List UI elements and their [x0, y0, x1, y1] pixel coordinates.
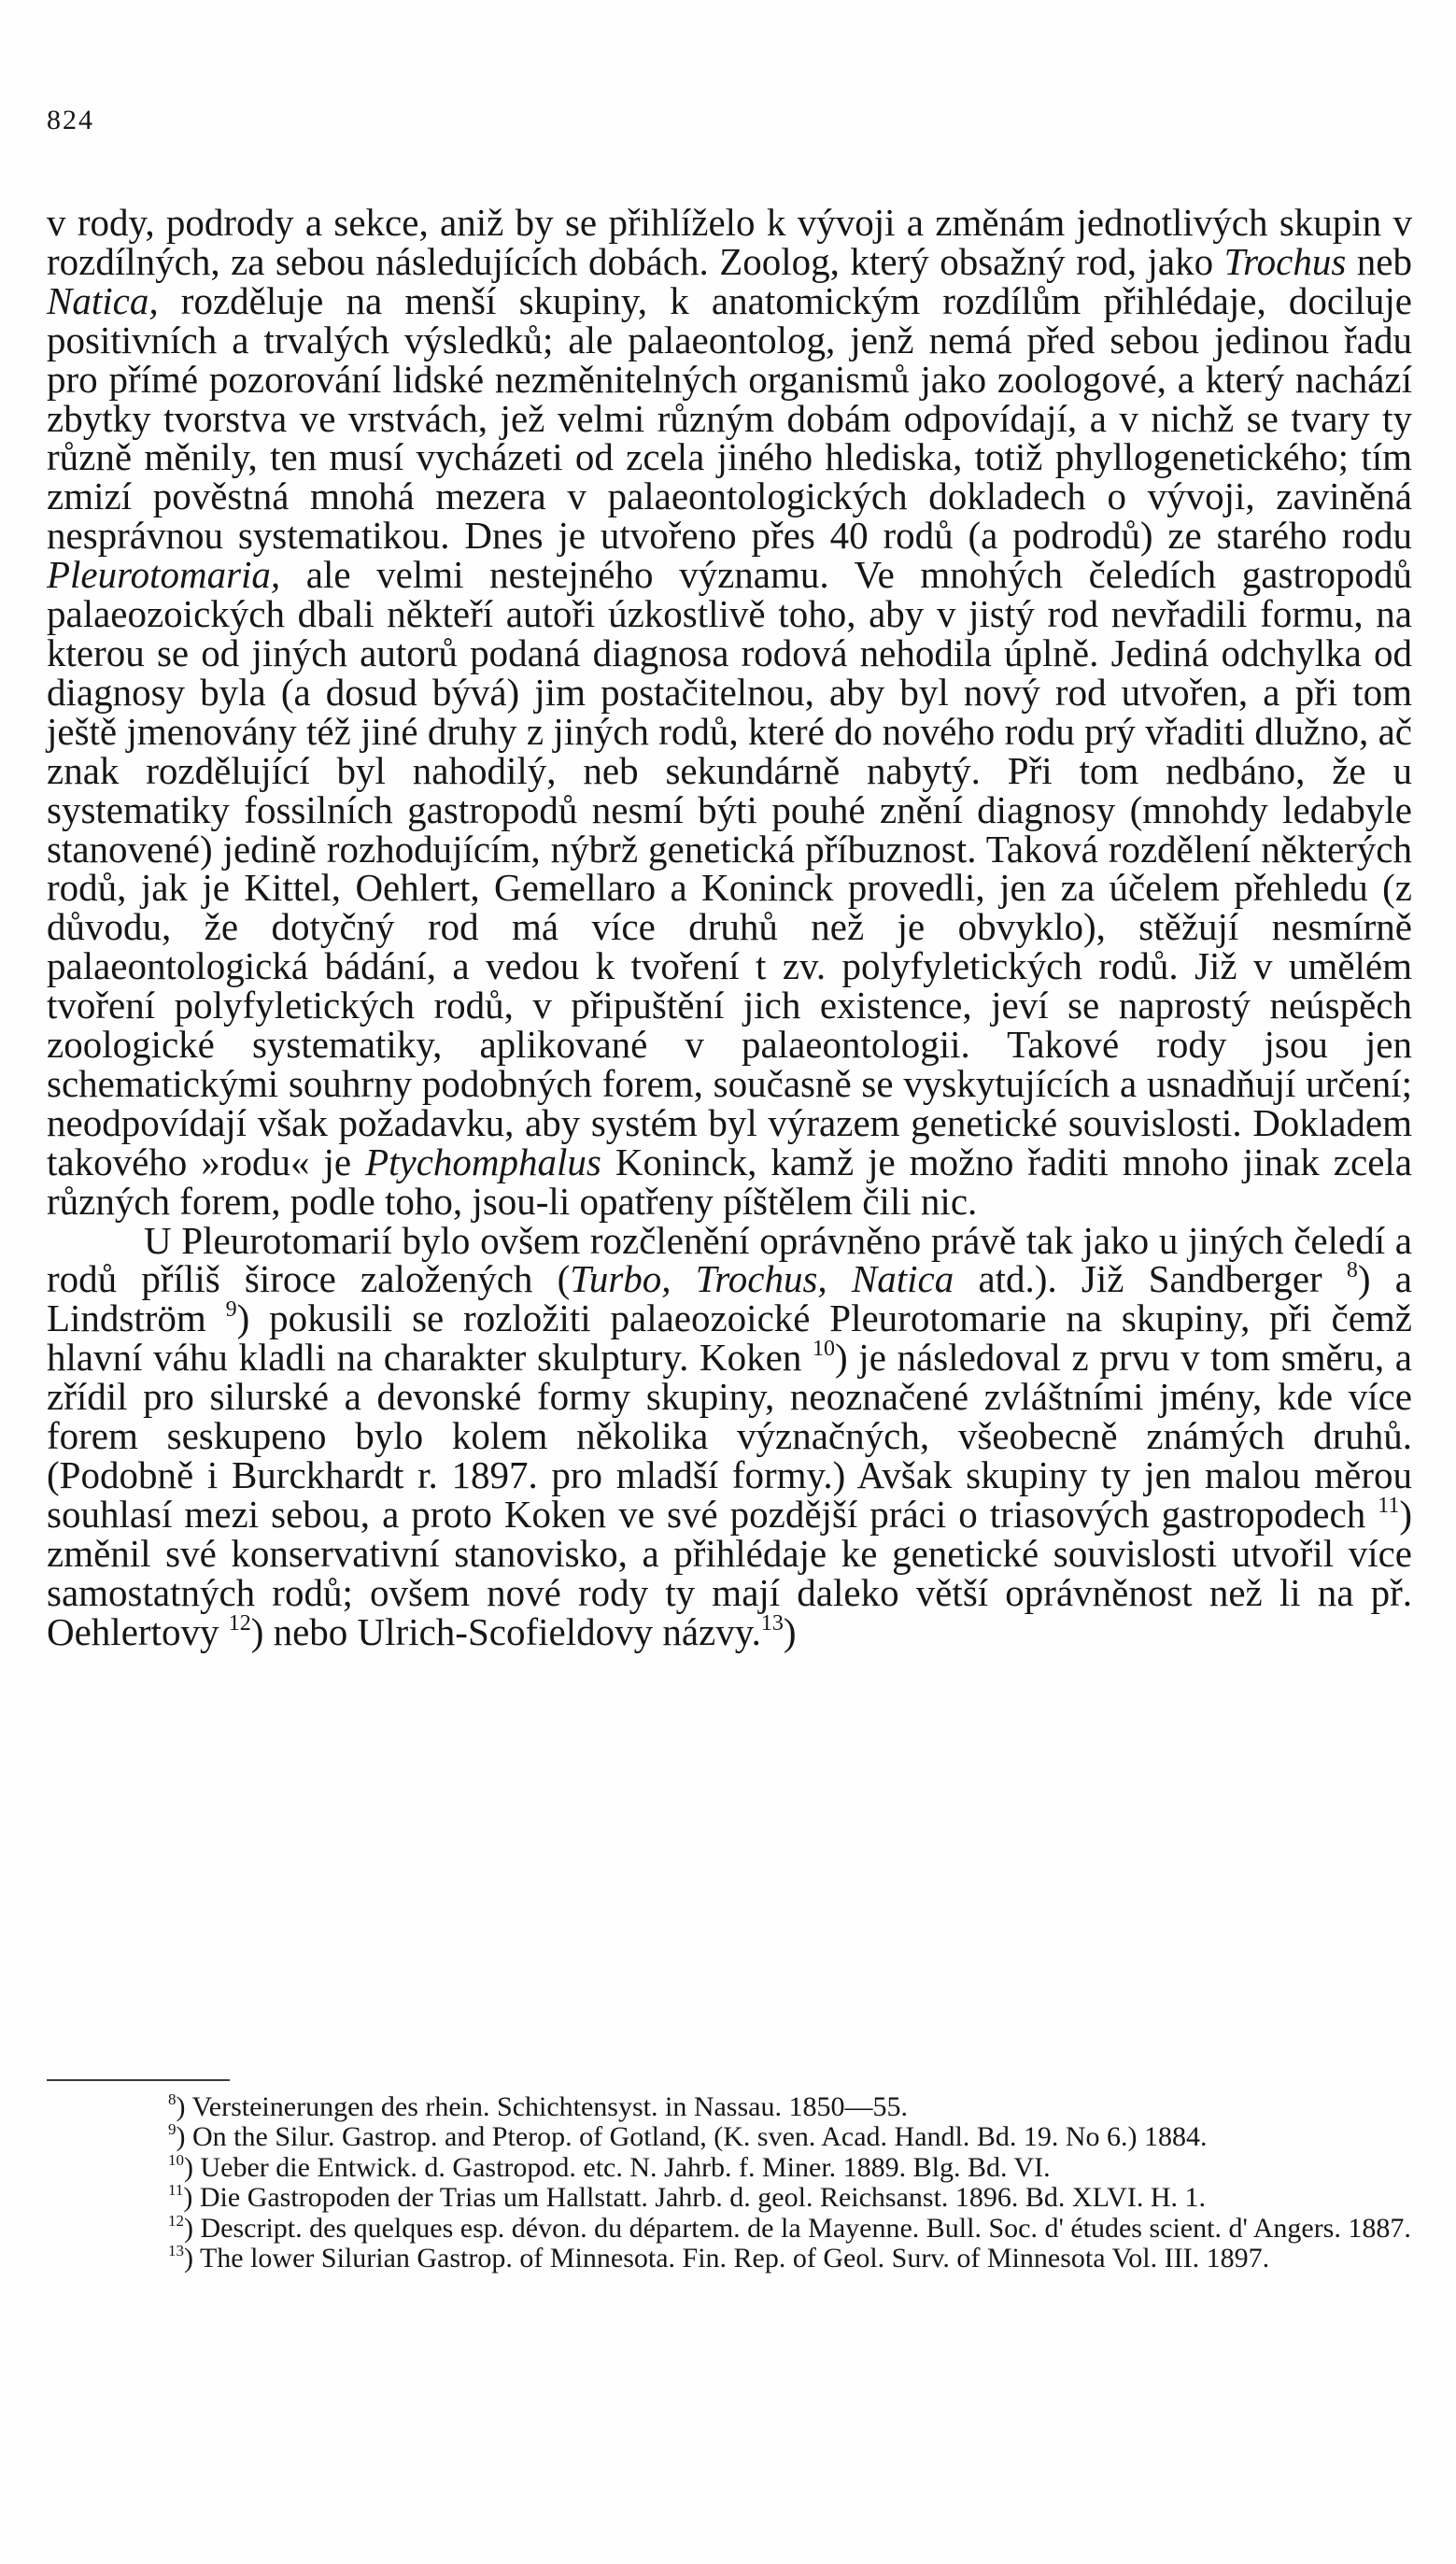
footnote: $^{12}$) Descript. des quelques esp. dévon. du départem. de la Mayenne. Bull. Soc. d' études scient. d' Angers. 1887. — [168, 2211, 1411, 2244]
footnote-divider — [47, 2079, 230, 2081]
text-run: ) je následoval z prvu v tom směru, a zřídil pro silurské a devonské formy skupiny, neoznačené zvláštními jmény, kde více forem seskupeno bylo kolem několika význačných, všeobecně známých druhů. (Podobně i Burckhardt r. 1897. pro mladší formy.) Avšak skupiny ty jen malou měrou souhlasí mezi sebou, a proto Koken ve své pozdější práci o triasových gastropodech — [47, 1336, 1412, 1536]
footnote-text: Ueber die Entwick. d. Gastropod. etc. N. Jahrb. f. Miner. 1889. Blg. Bd. VI. — [200, 2151, 1051, 2183]
footnote-ref: 12 — [228, 1610, 251, 1636]
text-run: rozděluje na menší skupiny, k anatomickým rozdílům přihlédaje, dociluje positivních a trvalých výsledků; ale palaeontolog, jenž nemá před sebou jedinou řadu pro přímé pozorování lidské nezměnitelných organismů jako zoologové, a který nachází zbytky tvorstva ve vrstvách, jež velmi různým dobám odpovídají, a v nichž se tvary ty různě měnily, ten musí vycházeti od zcela jiného hlediska, totiž phyllogenetického; tím zmizí pověstná mnohá mezera v palaeontologických dokladech o vývoji, zaviněná nesprávnou systematikou. Dnes je utvořeno přes 40 rodů (a podrodů) ze starého rodu — [47, 278, 1412, 558]
footnote-text: On the Silur. Gastrop. and Pterop. of Gotland, (K. sven. Acad. Handl. Bd. 19. No 6.) 1884. — [192, 2121, 1208, 2153]
text-run: U Pleurotomarií bylo ovšem rozčlenění oprávněno právě tak jako u jiných čeledí a rodů příliš široce založených ( — [47, 1218, 1412, 1301]
footnote-mark: 8 — [168, 2090, 177, 2108]
footnote-mark: 10 — [168, 2150, 184, 2169]
footnote-mark: 12 — [168, 2211, 184, 2230]
footnote-text: Die Gastropoden der Trias um Hallstatt. Jahrb. d. geol. Reichsanst. 1896. Bd. XLVI. H. 1. — [199, 2182, 1206, 2214]
footnote-text: Versteinerungen des rhein. Schichtensyst. in Nassau. 1850—55. — [191, 2091, 908, 2122]
footnote: $^{11}$) Die Gastropoden der Trias um Hallstatt. Jahrb. d. geol. Reichsanst. 1896. Bd. XLVI. H. 1. — [168, 2181, 1206, 2214]
text-run: ) nebo Ulrich-Scofieldovy názvy. — [250, 1609, 761, 1653]
text-run: Koninck, kamž je možno řaditi mnoho jinak zcela různých forem, podle toho, jsou-li opatřeny píštělem čili nic. — [47, 1140, 1412, 1223]
footnote-ref: 10 — [813, 1337, 836, 1362]
italic-taxon: Pleurotomaria, — [47, 553, 281, 597]
footnote: $^{13}$) The lower Silurian Gastrop. of Minnesota. Fin. Rep. of Geol. Surv. of Minnesota Vol. III. 1897. — [168, 2242, 1270, 2274]
footnote-text: The lower Silurian Gastrop. of Minnesota. Fin. Rep. of Geol. Surv. of Minnesota Vol. III. 1897. — [199, 2243, 1270, 2274]
footnote: $^8$) Versteinerungen des rhein. Schichtensyst. in Nassau. 1850—55. — [168, 2090, 908, 2122]
footnote-ref: 8 — [1346, 1258, 1358, 1283]
footnote-ref: 11 — [1378, 1493, 1400, 1518]
italic-taxon: Natica, — [47, 278, 159, 322]
footnote-ref: 9 — [225, 1297, 237, 1323]
paragraph — [47, 1218, 1412, 1653]
footnote-text: Descript. des quelques esp. dévon. du départem. de la Mayenne. Bull. Soc. d' études scient. d' Angers. 1887. — [200, 2212, 1411, 2244]
italic-taxon: Trochus — [1223, 239, 1347, 283]
text-run: v rody, podrody a sekce, aniž by se přihlíželo k vývoji a změnám jednotlivých skupin v rozdílných, za sebou následujících dobách. Zoolog, který obsažný rod, jako — [47, 201, 1412, 283]
text-run: neb — [1346, 239, 1413, 283]
italic-taxon: Turbo, Trochus, Natica — [570, 1257, 954, 1301]
footnote-ref: 13 — [760, 1610, 784, 1636]
footnotes — [47, 2092, 1412, 2274]
paragraph — [47, 201, 1413, 1223]
text-run: ) — [783, 1609, 797, 1653]
text-run: ale velmi nestejného významu. Ve mnohých čeledích gastropodů palaeozoických dbali někteří autoři úzkostlivě toho, aby v jistý rod nevřadili formu, na kterou se od jiných autorů podaná diagnosa rodová nehodila úplně. Jediná odchylka od diagnosy byla (a dosud bývá) jim postačitelnou, aby byl nový rod utvořen, a při tom ještě jmenovány též jiné druhy z jiných rodů, které do nového rodu prý vřaditi dlužno, ač znak rozdělující byl nahodilý, neb sekundárně nabytý. Při tom nedbáno, že u systematiky fossilních gastropodů nesmí býti pouhé znění diagnosy (mnohdy ledabyle stanovené) jedině rozhodujícím, nýbrž genetická příbuznost. Taková rozdělení některých rodů, jak je Kittel, Oehlert, Gemellaro a Koninck provedli, jen za účelem přehledu (z důvodu, že dotyčný rod má více druhů než je obvyklo), stěžují nesmírně palaeontologická bádání, a vedou k tvoření t zv. polyfyletických rodů. Již v umělém tvoření polyfyletických rodů, v připuštění jich existence, jeví se naprostý neúspěch zoologické systematiky, aplikované v palaeontologii. Takové rody jsou jen schematickými souhrny podobných forem, současně se vyskytujících a usnadňují určení; neodpovídají však požadavku, aby systém byl výrazem genetické souvislosti. Dokladem takového »rodu« je — [47, 553, 1412, 1183]
text-run: atd.). Již Sandberger — [954, 1257, 1347, 1301]
footnote-mark: 11 — [168, 2181, 184, 2200]
footnote-mark: 9 — [168, 2120, 177, 2139]
text-run: ) změnil své konservativní stanovisko, a přihlédaje ke genetické souvislosti utvořil více samostatných rodů; ovšem nové rody ty mají daleko větší oprávněnost než li na př. Oehlertovy — [47, 1492, 1412, 1653]
text-run: ) pokusili se rozložiti palaeozoické Pleurotomarie na skupiny, při čemž hlavní váhu kladli na charakter skulptury. Koken — [47, 1296, 1412, 1380]
body-text — [47, 201, 1413, 1653]
italic-taxon: Ptychomphalus — [365, 1140, 601, 1183]
footnote-mark: 13 — [168, 2242, 184, 2260]
footnote: $^{10}$) Ueber die Entwick. d. Gastropod. etc. N. Jahrb. f. Miner. 1889. Blg. Bd. VI. — [168, 2150, 1051, 2183]
footnote: $^9$) On the Silur. Gastrop. and Pterop. of Gotland, (K. sven. Acad. Handl. Bd. 19. No 6.) 1884. — [168, 2120, 1208, 2153]
text-run: ) a Lindström — [47, 1257, 1412, 1340]
page-number: 824 — [47, 105, 94, 135]
